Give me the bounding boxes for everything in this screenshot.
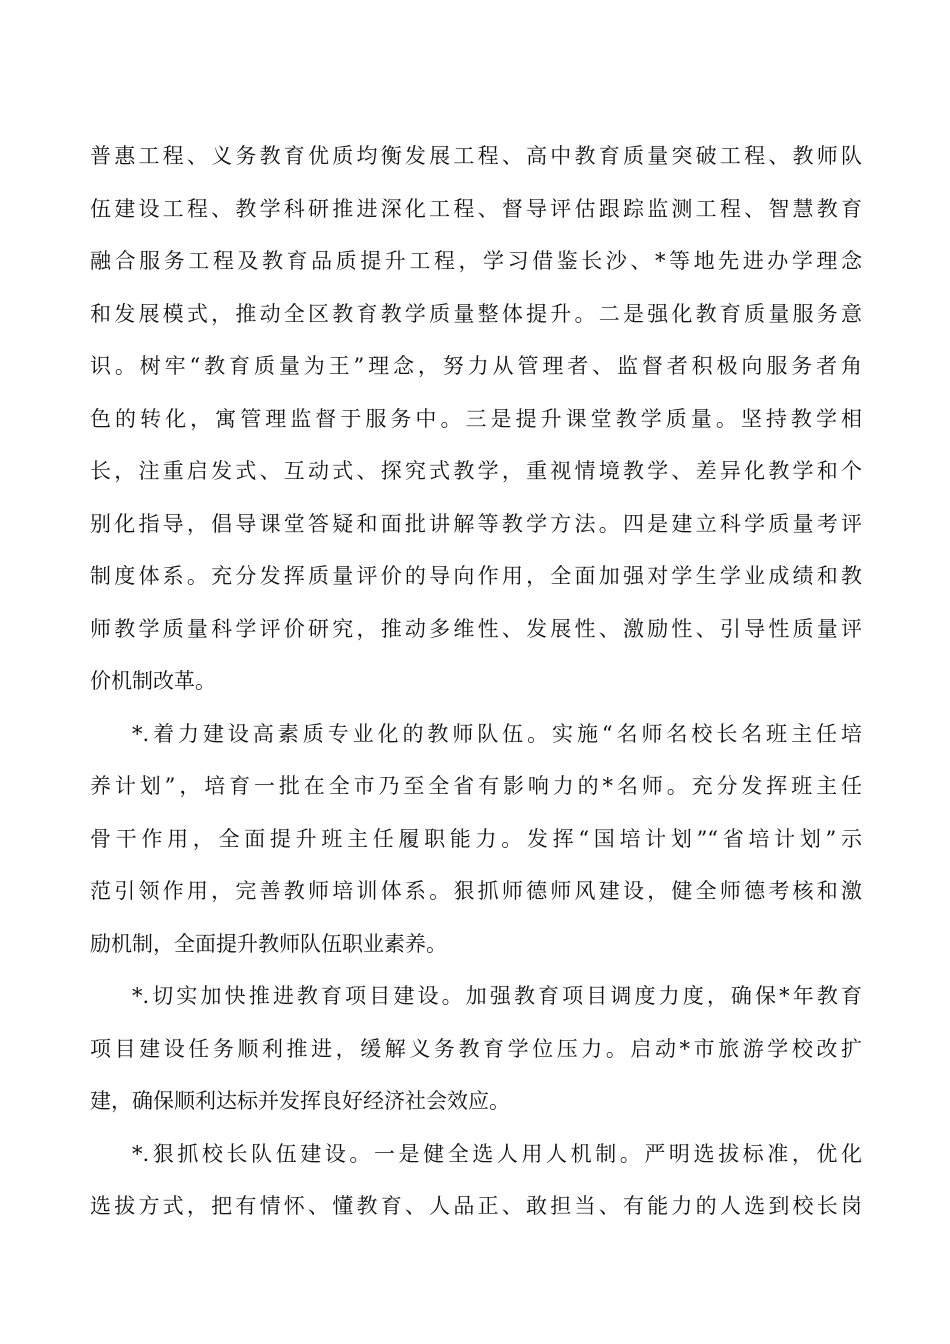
- paragraph-2: [90, 708, 862, 971]
- text-line: 选拔方式，把有情怀、懂教育、人品正、敢担当、有能力的人选到校长岗: [90, 1194, 862, 1218]
- text-line: 伍建设工程、教学科研推进深化工程、督导评估跟踪监测工程、智慧教育: [90, 196, 862, 221]
- text-line: 色的转化，寓管理监督于服务中。三是提升课堂教学质量。坚持教学相: [90, 406, 862, 431]
- text-line: 养计划”，培育一批在全市乃至全省有影响力的*名师。充分发挥班主任: [90, 774, 862, 798]
- text-line: 长，注重启发式、互动式、探究式教学，重视情境教学、差异化教学和个: [90, 459, 862, 483]
- text-line: 价机制改革。: [90, 669, 216, 693]
- text-line: 别化指导，倡导课堂答疑和面批讲解等教学方法。四是建立科学质量考评: [90, 511, 862, 536]
- text-line: *.狠抓校长队伍建设。一是健全选人用人机制。严明选拔标准，优化: [132, 1141, 862, 1166]
- text-line: 制度体系。充分发挥质量评价的导向作用，全面加强对学生学业成绩和教: [90, 564, 862, 588]
- text-line: 项目建设任务顺利推进，缓解义务教育学位压力。启动*市旅游学校改扩: [90, 1036, 862, 1061]
- text-line: 励机制，全面提升教师队伍职业素养。: [90, 931, 447, 956]
- text-line: *.切实加快推进教育项目建设。加强教育项目调度力度，确保*年教育: [132, 984, 862, 1008]
- text-line: 融合服务工程及教育品质提升工程，学习借鉴长沙、*等地先进办学理念: [90, 249, 862, 273]
- text-line: 识。树牢“教育质量为王”理念，努力从管理者、监督者积极向服务者角: [90, 354, 862, 378]
- text-line: 建，确保顺利达标并发挥良好经济社会效应。: [90, 1089, 510, 1113]
- text-line: 普惠工程、义务教育优质均衡发展工程、高中教育质量突破工程、教师队: [90, 144, 862, 168]
- text-line: 和发展模式，推动全区教育教学质量整体提升。二是强化教育质量服务意: [90, 301, 862, 326]
- paragraph-1: [90, 130, 862, 708]
- paragraph-3: [90, 970, 862, 1128]
- text-line: *.着力建设高素质专业化的教师队伍。实施“名师名校长名班主任培: [132, 721, 862, 746]
- document-body: [90, 130, 862, 1233]
- text-line: 骨干作用，全面提升班主任履职能力。发挥“国培计划”“省培计划”示: [90, 826, 862, 851]
- text-line: 师教学质量科学评价研究，推动多维性、发展性、激励性、引导性质量评: [90, 616, 862, 641]
- paragraph-4: [90, 1128, 862, 1233]
- text-line: 范引领作用，完善教师培训体系。狠抓师德师风建设，健全师德考核和激: [90, 879, 862, 903]
